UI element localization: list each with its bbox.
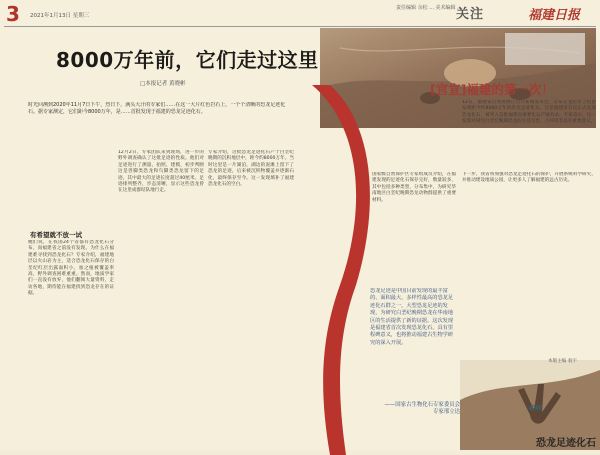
subheading: 有希望就不放一试 — [30, 231, 82, 239]
right-headline: [官宣]福建的第一次！ — [430, 82, 554, 97]
header-rule — [4, 26, 596, 27]
page-number: 3 — [6, 2, 20, 26]
right-column-2: 下一步，我省将加强对恐龙足迹化石的保护，开展系统科学研究，并推动建设地质公园，让更多人了解福建的远古历史。 — [462, 172, 596, 184]
byline: □本报记者 黄晓彬 — [140, 81, 186, 87]
body-column-1: 她们说，在我国24个省都有恐龙化石分布，而福建省之前没有发现。为什么在福建难寻找到恐龙化石？专家介绍，福建地层以火山岩为主，适合恐龙化石保存的白垩纪红层出露面积小，加之植被覆盖率高，野外调查困难重重。然而，地质学家们一直没有放弃，他们翻阅大量资料，走访各地，期待能在福建找到恐龙存在的证据。 — [28, 240, 114, 297]
right-intro: 12日，福建省自然资源厅召开新闻发布会，宣布在龙岩市上杭县发现距今约8000万年的恐龙足迹化石。这是福建省首次正式发现恐龙化石，被列入首批福建省重要化石产地名录。专家表示，这一发现对研究白垩纪晚期恐龙的生活习性、古环境等具有重要意义。 — [462, 100, 596, 125]
photo-caption: 恐龙足迹化石 — [536, 438, 596, 449]
body-column-3: 专家介绍，这批恐龙足迹化石产于白垩纪晚期的沉积地层中，距今约8000万年。当时这里是一片湖泊，湖边的泥滩上留下了恐龙的足迹，后来被沉积物覆盖并逐渐石化，最终保存至今。这一发现填补了福建恐龙化石的空白。 — [208, 150, 294, 188]
issue-date: 2021年1月13日 星期三 — [30, 13, 90, 19]
headline: 8000万年前，它们走过这里 — [56, 48, 319, 72]
section-label: 关注 — [456, 7, 485, 22]
lead-paragraph: 时光回溯到2020年11月7日下午，烈日下，满头大汗的专家们……在这一大片红色岩石上，一个个清晰的恐龙足迹化石。据专家测定，它们距今8000万年，是……首批发现于福建的恐龙足迹化石。 — [28, 102, 286, 115]
quote-attribution: ——国家古生物化石专家委员会专家邢立达 — [384, 402, 460, 415]
decorative-ribbon — [300, 85, 370, 455]
right-column-1: 国家级自然保护区专家组成员介绍，在福建发现的足迹化石保存完好，数量较多，其中包括多种类型，分布集中，为研究华南地区白垩纪晚期恐龙动物群提供了重要材料。 — [372, 172, 456, 203]
page-editor: 本版主编 翁宇 — [548, 359, 578, 364]
page-header — [0, 0, 600, 30]
expert-quote: 恐龙足迹是中国目前发现的最丰富的、面积最大、多样性最高的恐龙足迹化石群之一。大型恐龙足迹的发现，为研究白垩纪晚期恐龙在华南地区的生活提供了新的证据。这次发现是福建省首次发现恐龙化石，具有里程碑意义，也将推动福建古生物学研究的深入开展。 — [370, 288, 454, 346]
body-column-2: 12月2日，专家团队来到现场，进一步的野外调查确认了这批足迹的性质。他们对足迹进行了测量、拍照、建模，初步判断这是兽脚类恐龙和鸟脚类恐龙留下的足迹，其中最大的足迹长度超过40厘米。足迹排列整齐，步态清晰，显示这些恐龙曾在这里成群结队地行走。 — [118, 150, 204, 194]
glossary-tag: 名词 — [528, 404, 541, 412]
newspaper-logo: 福建日报 — [528, 8, 581, 23]
editor-info: 责任编辑 余松 ... 美术编辑 ... — [396, 5, 462, 11]
